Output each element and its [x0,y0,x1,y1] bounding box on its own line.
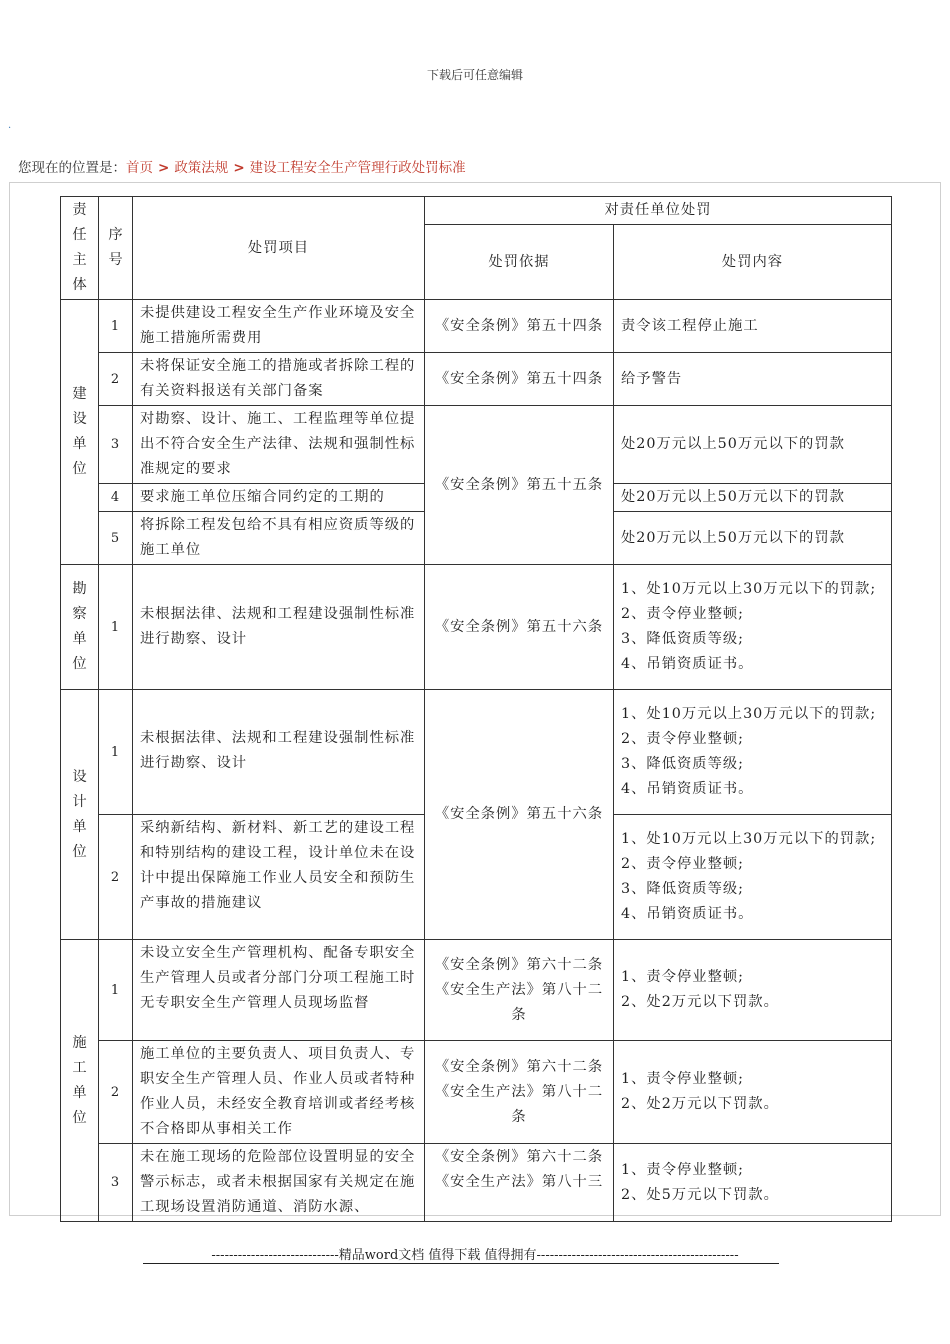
content-cell: 处20万元以上50万元以下的罚款 [614,512,892,565]
seq-cell: 3 [99,1144,133,1222]
breadcrumb-separator: > [158,160,170,176]
seq-cell: 4 [99,484,133,512]
item-cell: 对勘察、设计、施工、工程监理等单位提出不符合安全生产法律、法规和强制性标准规定的要求 [133,406,425,484]
content-cell: 1、责令停业整顿; 2、处2万元以下罚款。 [614,1041,892,1144]
table-row [61,353,892,406]
footer-text: -----------------------------精品word文档 值得下载 值得拥有---------------------------------------------- [211,1248,739,1263]
header-seq: 序号 [99,197,133,300]
basis-cell: 《安全条例》第五十五条 [425,406,614,565]
content-cell: 处20万元以上50万元以下的罚款 [614,484,892,512]
table-row [61,406,892,484]
seq-cell: 5 [99,512,133,565]
item-cell: 施工单位的主要负责人、项目负责人、专职安全生产管理人员、作业人员或者特种作业人员，未经安全教育培训或者经考核不合格即从事相关工作 [133,1041,425,1144]
header-subject: 责任主体 [61,197,99,300]
penalty-table [60,196,892,1222]
table-row [61,940,892,1041]
basis-cell: 《安全条例》第五十四条 [425,300,614,353]
seq-cell: 1 [99,940,133,1041]
item-cell: 未提供建设工程安全生产作业环境及安全施工措施所需费用 [133,300,425,353]
table-row [61,1041,892,1144]
item-cell: 采纳新结构、新材料、新工艺的建设工程和特别结构的建设工程，设计单位未在设计中提出保障施工作业人员安全和预防生产事故的措施建议 [133,815,425,940]
item-cell: 未在施工现场的危险部位设置明显的安全警示标志，或者未根据国家有关规定在施工现场设置消防通道、消防水源、 [133,1144,425,1222]
seq-cell: 1 [99,690,133,815]
header-item: 处罚项目 [133,197,425,300]
item-cell: 要求施工单位压缩合同约定的工期的 [133,484,425,512]
item-cell: 未根据法律、法规和工程建设强制性标准进行勘察、设计 [133,690,425,815]
breadcrumb-separator: > [233,160,245,176]
subject-cell: 建设单位 [61,300,99,565]
item-cell: 未将保证安全施工的措施或者拆除工程的有关资料报送有关部门备案 [133,353,425,406]
content-cell: 1、责令停业整顿; 2、处2万元以下罚款。 [614,940,892,1041]
header-group: 对责任单位处罚 [425,197,892,225]
item-cell: 未根据法律、法规和工程建设强制性标准进行勘察、设计 [133,565,425,690]
content-cell: 1、处10万元以上30万元以下的罚款; 2、责令停业整顿; 3、降低资质等级; 4、吊销资质证书。 [614,815,892,940]
subject-cell: 施工单位 [61,940,99,1222]
item-cell: 将拆除工程发包给不具有相应资质等级的施工单位 [133,512,425,565]
header-content: 处罚内容 [614,225,892,300]
content-cell: 给予警告 [614,353,892,406]
content-cell: 处20万元以上50万元以下的罚款 [614,406,892,484]
table-row [61,565,892,690]
content-cell: 责令该工程停止施工 [614,300,892,353]
breadcrumb-current-link[interactable]: 建设工程安全生产管理行政处罚标准 [249,160,466,176]
basis-cell: 《安全条例》第六十二条 《安全生产法》第八十二条 [425,1041,614,1144]
header-note: 下载后可任意编辑 [426,68,523,82]
basis-cell: 《安全条例》第六十二条 《安全生产法》第八十三 [425,1144,614,1222]
basis-cell: 《安全条例》第五十六条 [425,690,614,940]
seq-cell: 3 [99,406,133,484]
subject-cell: 勘察单位 [61,565,99,690]
basis-cell: 《安全条例》第五十四条 [425,353,614,406]
table-row [61,1144,892,1222]
seq-cell: 2 [99,1041,133,1144]
content-cell: 1、处10万元以上30万元以下的罚款; 2、责令停业整顿; 3、降低资质等级; 4、吊销资质证书。 [614,690,892,815]
content-cell: 1、处10万元以上30万元以下的罚款; 2、责令停业整顿; 3、降低资质等级; 4、吊销资质证书。 [614,565,892,690]
basis-cell: 《安全条例》第五十六条 [425,565,614,690]
seq-cell: 1 [99,300,133,353]
table-row [61,300,892,353]
seq-cell: 2 [99,815,133,940]
dot-mark: . [8,120,12,131]
header-basis: 处罚依据 [425,225,614,300]
seq-cell: 1 [99,565,133,690]
footer-rule [143,1263,779,1264]
breadcrumb [18,156,466,176]
breadcrumb-home-link[interactable]: 首页 [126,160,153,176]
breadcrumb-prefix: 您现在的位置是： [18,160,126,176]
content-cell: 1、责令停业整顿; 2、处5万元以下罚款。 [614,1144,892,1222]
breadcrumb-policy-link[interactable]: 政策法规 [174,160,229,176]
item-cell: 未设立安全生产管理机构、配备专职安全生产管理人员或者分部门分项工程施工时无专职安全生产管理人员现场监督 [133,940,425,1041]
basis-cell: 《安全条例》第六十二条 《安全生产法》第八十二条 [425,940,614,1041]
seq-cell: 2 [99,353,133,406]
table-row [61,690,892,815]
subject-cell: 设计单位 [61,690,99,940]
